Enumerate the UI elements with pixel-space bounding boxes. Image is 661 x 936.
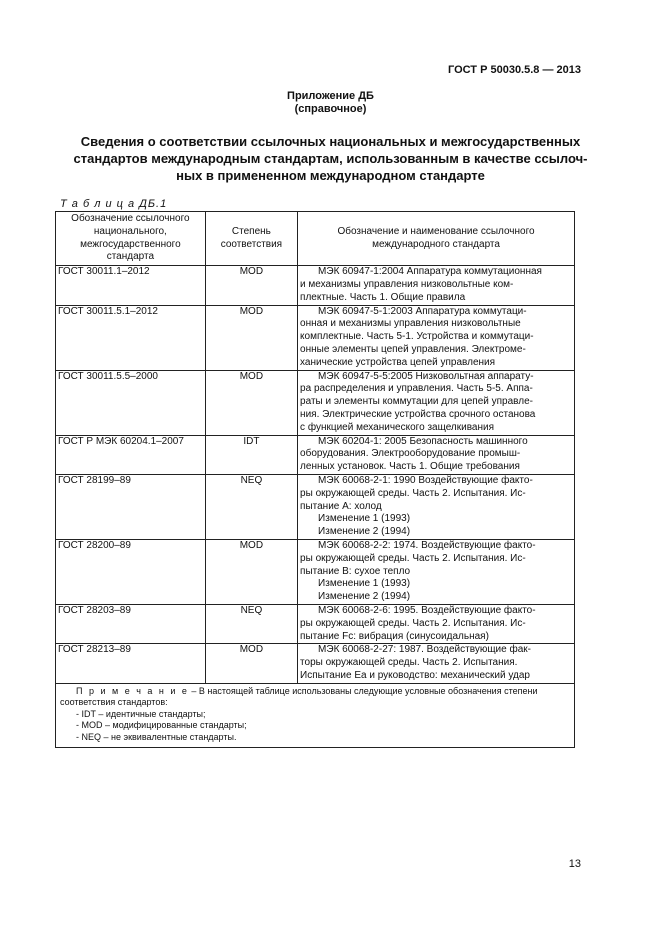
reference-standard-cell: ГОСТ 28213–89 [56, 644, 206, 683]
standard-text-line: МЭК 60068-2-27: 1987. Воздействующие фак- [318, 644, 531, 656]
standard-text-line: ры окружающей среды. Часть 2. Испытания. Ис- [300, 487, 526, 499]
note-intro [60, 686, 570, 709]
reference-standard-cell: ГОСТ 28200–89 [56, 539, 206, 604]
note-item: - NEQ – не эквивалентные стандарты. [76, 731, 237, 742]
appendix-heading [0, 90, 661, 116]
standard-text-line: пытание А: холод [300, 500, 382, 512]
international-standard-cell [298, 370, 575, 435]
degree-cell: MOD [205, 305, 297, 370]
international-standard-cell [298, 266, 575, 305]
standard-text-line: с функцией механического защелкивания [300, 421, 495, 433]
international-standard-cell [298, 604, 575, 643]
table-caption: Т а б л и ц а ДБ.1 [60, 198, 168, 210]
header-international-standard: Обозначение и наименование ссылочного международного стандарта [298, 212, 575, 266]
international-standard-cell [298, 474, 575, 539]
table-note-row [56, 683, 575, 748]
international-standard-cell [298, 305, 575, 370]
table-row [56, 435, 575, 474]
standard-text-line: раты и элементы коммутации для цепей управле- [300, 396, 533, 408]
international-standard-cell [298, 435, 575, 474]
standard-text-line: торы окружающей среды. Часть 2. Испытания. [300, 657, 518, 669]
reference-standard-cell: ГОСТ 30011.1–2012 [56, 266, 206, 305]
note-text: – В настоящей таблице использованы следующие условные обозначения степени соответствия стандартов: [60, 685, 538, 708]
main-title-line: стандартов международным стандартам, использованным в качестве ссылоч- [73, 151, 588, 166]
amendment-line: Изменение 1 (1993) [318, 578, 411, 590]
standard-text-line: МЭК 60947-1:2004 Аппаратура коммутационная [318, 266, 542, 278]
standard-text-line: онные элементы цепей управления. Электроме- [300, 343, 526, 355]
table-row [56, 266, 575, 305]
standard-text-line: ры окружающей среды. Часть 2. Испытания. Ис- [300, 552, 526, 564]
reference-standard-cell: ГОСТ 30011.5.1–2012 [56, 305, 206, 370]
international-standard-cell [298, 644, 575, 683]
standard-text-line: МЭК 60947-5-1:2003 Аппаратура коммутаци- [318, 305, 527, 317]
main-title [50, 133, 611, 184]
page-number: 13 [568, 858, 581, 870]
table-note [56, 683, 575, 748]
reference-standard-cell: ГОСТ 30011.5.5–2000 [56, 370, 206, 435]
table-header-row [56, 212, 575, 266]
standard-text-line: онная и механизмы управления низковольтные [300, 318, 521, 330]
table-row [56, 474, 575, 539]
standard-text-line: МЭК 60068-2-2: 1974. Воздействующие факто- [318, 539, 536, 551]
standard-text-line: МЭК 60068-2-1: 1990 Воздействующие факто- [318, 474, 533, 486]
degree-cell: IDT [205, 435, 297, 474]
main-title-line: ных в примененном международном стандарте [176, 168, 485, 183]
degree-cell: MOD [205, 266, 297, 305]
standard-text-line: ра распределения и управления. Часть 5-5. Аппа- [300, 383, 533, 395]
note-label: П р и м е ч а н и е [76, 685, 189, 696]
header-degree: Степень соответствия [205, 212, 297, 266]
standard-text-line: ханические устройства цепей управления [300, 356, 496, 368]
standard-text-line: комплектные. Часть 5-1. Устройства и коммутаци- [300, 331, 534, 343]
standard-text-line: МЭК 60068-2-6: 1995. Воздействующие факто- [318, 604, 536, 616]
amendment-line: Изменение 2 (1994) [318, 526, 411, 538]
standard-text-line: ры окружающей среды. Часть 2. Испытания. Ис- [300, 617, 526, 629]
amendment-line: Изменение 1 (1993) [318, 513, 411, 525]
degree-cell: NEQ [205, 604, 297, 643]
header-reference-standard: Обозначение ссылочного национального, межгосударственного стандарта [56, 212, 206, 266]
table-row [56, 370, 575, 435]
reference-standard-cell: ГОСТ 28203–89 [56, 604, 206, 643]
main-title-line: Сведения о соответствии ссылочных национальных и межгосударственных [80, 134, 581, 149]
standard-text-line: пытание Fc: вибрация (синусоидальная) [300, 630, 489, 642]
table-row [56, 305, 575, 370]
table-row [56, 604, 575, 643]
standard-text-line: Испытание Еа и руководство: механический удар [300, 669, 530, 681]
degree-cell: MOD [205, 644, 297, 683]
appendix-subtitle: (справочное) [294, 103, 367, 115]
reference-standard-cell: ГОСТ Р МЭК 60204.1–2007 [56, 435, 206, 474]
degree-cell: NEQ [205, 474, 297, 539]
standard-text-line: и механизмы управления низковольтные ком- [300, 278, 514, 290]
degree-cell: MOD [205, 539, 297, 604]
standard-text-line: МЭК 60204-1: 2005 Безопасность машинного [318, 435, 528, 447]
standard-text-line: пытание В: сухое тепло [300, 565, 411, 577]
note-item: - IDT – идентичные стандарты; [76, 708, 206, 719]
table-row [56, 644, 575, 683]
international-standard-cell [298, 539, 575, 604]
table-row [56, 539, 575, 604]
correspondence-table [55, 211, 575, 748]
amendment-line: Изменение 2 (1994) [318, 591, 411, 603]
standard-text-line: ленных установок. Часть 1. Общие требования [300, 461, 520, 473]
degree-cell: MOD [205, 370, 297, 435]
document-number: ГОСТ Р 50030.5.8 — 2013 [447, 64, 581, 76]
reference-standard-cell: ГОСТ 28199–89 [56, 474, 206, 539]
note-item: - MOD – модифицированные стандарты; [76, 720, 247, 731]
standard-text-line: ния. Электрические устройства срочного останова [300, 408, 536, 420]
standard-text-line: оборудования. Электрооборудование промыш- [300, 448, 521, 460]
appendix-title: Приложение ДБ [287, 90, 374, 102]
standard-text-line: МЭК 60947-5-5:2005 Низковольтная аппарату- [318, 370, 534, 382]
standard-text-line: плектные. Часть 1. Общие правила [300, 291, 466, 303]
